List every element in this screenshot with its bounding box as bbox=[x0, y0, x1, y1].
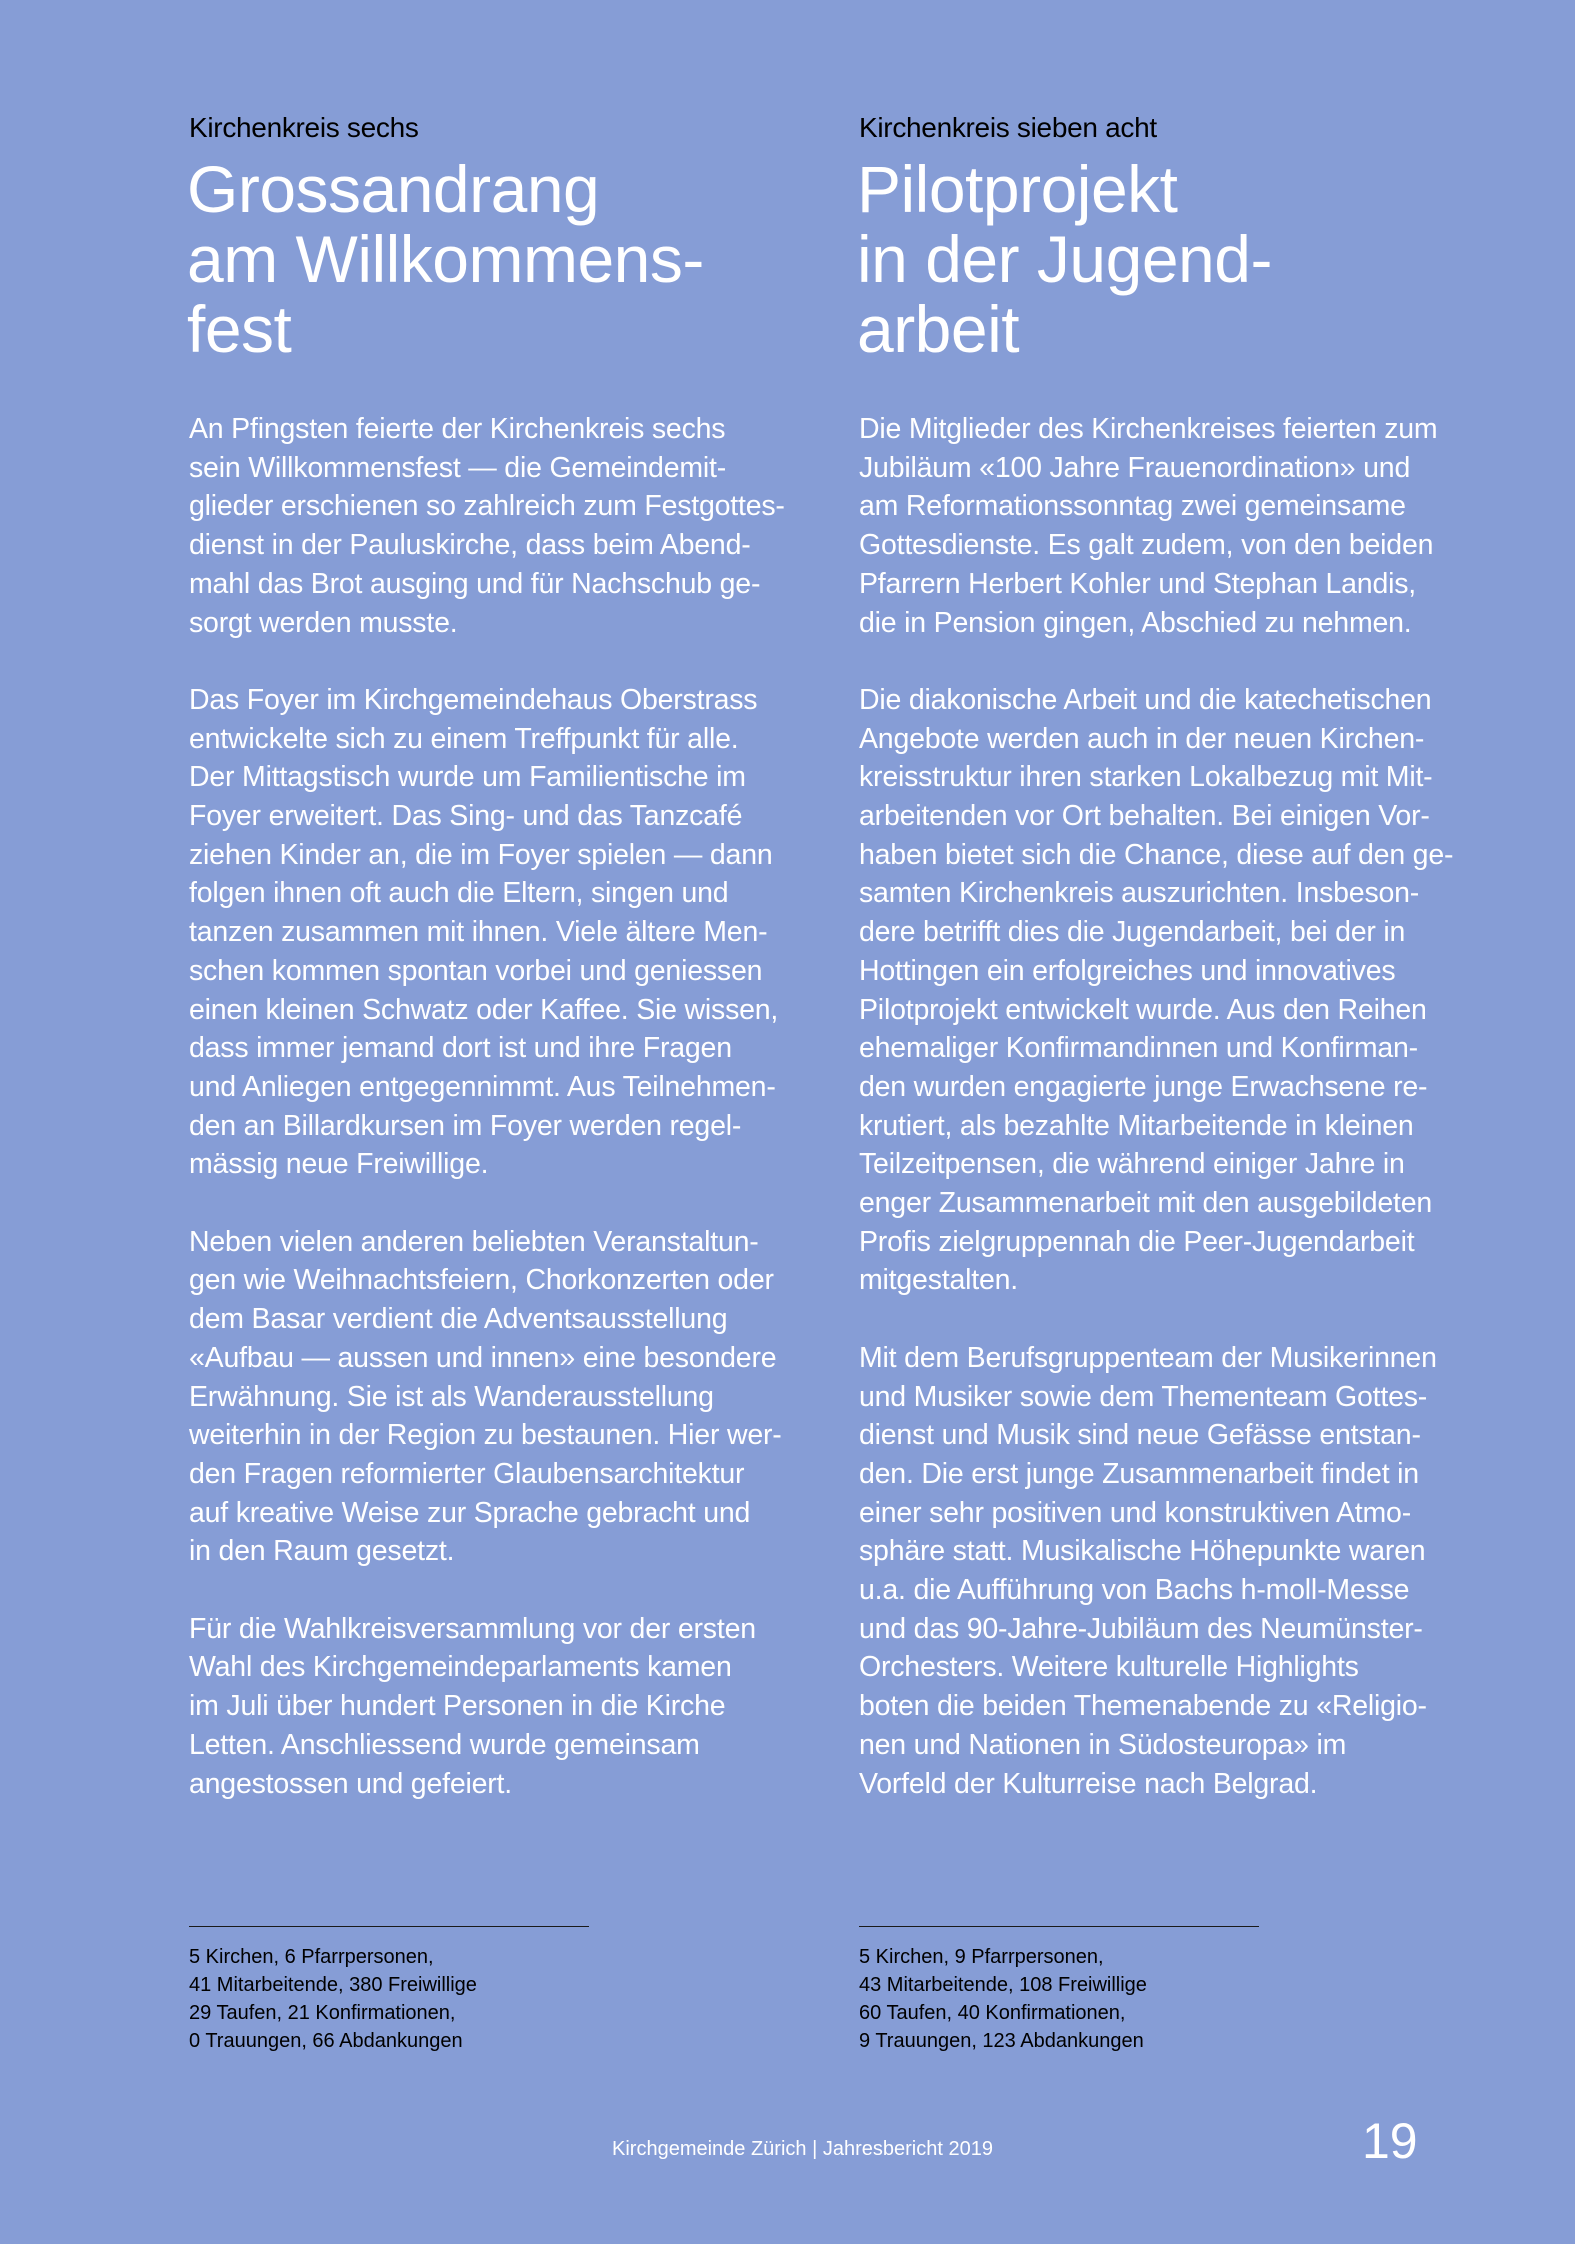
text-line: den an Billardkursen im Foyer werden regel- bbox=[189, 1109, 742, 1142]
text-line: im Juli über hundert Personen in die Kirche bbox=[189, 1690, 726, 1723]
headline-line: arbeit bbox=[857, 292, 1020, 366]
text-line: tanzen zusammen mit ihnen. Viele ältere Men- bbox=[189, 916, 768, 949]
text-line: Gottesdienste. Es galt zudem, von den beiden bbox=[859, 529, 1434, 562]
stats-box-right bbox=[859, 1926, 1259, 2055]
text-line: Für die Wahlkreisversammlung vor der ersten bbox=[189, 1612, 756, 1645]
text-line: Die diakonische Arbeit und die katechetischen bbox=[859, 683, 1432, 716]
text-line: sphäre statt. Musikalische Höhepunkte waren bbox=[859, 1535, 1426, 1568]
text-line: dem Basar verdient die Adventsausstellung bbox=[189, 1303, 728, 1336]
text-line: Neben vielen anderen beliebten Veranstaltun- bbox=[189, 1225, 759, 1258]
text-line: Profis zielgruppennah die Peer-Jugendarbeit bbox=[859, 1225, 1415, 1258]
text-line: und Musiker sowie dem Thementeam Gottes- bbox=[859, 1380, 1428, 1413]
text-line: in den Raum gesetzt. bbox=[189, 1535, 455, 1568]
text-line: Erwähnung. Sie ist als Wanderausstellung bbox=[189, 1380, 714, 1413]
footer-publication: Kirchgemeinde Zürich | Jahresbericht 2019 bbox=[612, 2138, 993, 2160]
text-line: Foyer erweitert. Das Sing- und das Tanzcafé bbox=[189, 800, 743, 833]
headline-line: am Willkommens- bbox=[187, 222, 704, 296]
text-line: und Anliegen entgegennimmt. Aus Teilnehmen- bbox=[189, 1070, 776, 1103]
article-kicker: Kirchenkreis sieben acht bbox=[859, 112, 1157, 143]
text-line: mässig neue Freiwillige. bbox=[189, 1148, 489, 1181]
text-line: angestossen und gefeiert. bbox=[189, 1767, 512, 1800]
text-line: ziehen Kinder an, die im Foyer spielen — dann bbox=[189, 838, 773, 871]
stats-box-left bbox=[189, 1926, 589, 2055]
paragraph bbox=[859, 681, 1499, 1300]
text-line: sorgt werden musste. bbox=[189, 606, 458, 639]
text-line: haben bietet sich die Chance, diese auf den ge- bbox=[859, 838, 1454, 871]
text-line: mitgestalten. bbox=[859, 1264, 1018, 1297]
divider-rule bbox=[859, 1926, 1259, 1927]
headline-line: Grossandrang bbox=[187, 152, 600, 226]
text-line: sein Willkommensfest — die Gemeindemit- bbox=[189, 451, 727, 484]
article-headline bbox=[857, 154, 1499, 364]
headline-line: Pilotprojekt bbox=[857, 152, 1178, 226]
text-line: den Fragen reformierter Glaubensarchitektur bbox=[189, 1457, 745, 1490]
text-line: dass immer jemand dort ist und ihre Fragen bbox=[189, 1032, 732, 1065]
text-line: Mit dem Berufsgruppenteam der Musikerinnen bbox=[859, 1341, 1437, 1374]
article-body bbox=[859, 410, 1499, 1803]
text-line: weiterhin in der Region zu bestaunen. Hier wer- bbox=[189, 1419, 782, 1452]
text-line: nen und Nationen in Südosteuropa» im bbox=[859, 1728, 1347, 1761]
stats-line: 60 Taufen, 40 Konfirmationen, bbox=[859, 2002, 1126, 2024]
text-line: und das 90-Jahre-Jubiläum des Neumünster- bbox=[859, 1612, 1423, 1645]
article-kirchenkreis-sechs bbox=[189, 110, 829, 1842]
headline-line: in der Jugend- bbox=[857, 222, 1272, 296]
text-line: gen wie Weihnachtsfeiern, Chorkonzerten oder bbox=[189, 1264, 774, 1297]
text-line: dienst in der Pauluskirche, dass beim Abend- bbox=[189, 529, 751, 562]
text-line: ehemaliger Konfirmandinnen und Konfirman- bbox=[859, 1032, 1418, 1065]
text-line: Die Mitglieder des Kirchenkreises feierten zum bbox=[859, 413, 1438, 445]
text-line: Jubiläum «100 Jahre Frauenordination» und bbox=[859, 451, 1411, 484]
text-line: samten Kirchenkreis auszurichten. Insbeson- bbox=[859, 877, 1420, 910]
text-line: Letten. Anschliessend wurde gemeinsam bbox=[189, 1728, 700, 1761]
article-body bbox=[189, 410, 829, 1803]
text-line: einer sehr positiven und konstruktiven Atmo- bbox=[859, 1496, 1411, 1529]
text-line: dienst und Musik sind neue Gefässe entstan- bbox=[859, 1419, 1421, 1452]
text-line: glieder erschienen so zahlreich zum Festgottes- bbox=[189, 490, 785, 523]
text-line: arbeitenden vor Ort behalten. Bei einigen Vor- bbox=[859, 800, 1430, 833]
paragraph bbox=[859, 410, 1499, 642]
text-line: mahl das Brot ausging und für Nachschub ge- bbox=[189, 567, 761, 600]
headline-line: fest bbox=[187, 292, 292, 366]
divider-rule bbox=[189, 1926, 589, 1927]
stats-line: 0 Trauungen, 66 Abdankungen bbox=[189, 2030, 463, 2052]
article-headline bbox=[187, 154, 829, 364]
text-line: entwickelte sich zu einem Treffpunkt für alle. bbox=[189, 722, 739, 755]
paragraph bbox=[189, 410, 829, 642]
stats-line: 5 Kirchen, 6 Pfarrpersonen, bbox=[189, 1946, 434, 1968]
text-line: enger Zusammenarbeit mit den ausgebildeten bbox=[859, 1187, 1433, 1220]
text-line: die in Pension gingen, Abschied zu nehmen. bbox=[859, 606, 1412, 639]
paragraph bbox=[859, 1339, 1499, 1803]
text-line: Vorfeld der Kulturreise nach Belgrad. bbox=[859, 1767, 1318, 1800]
text-line: Hottingen ein erfolgreiches und innovatives bbox=[859, 954, 1396, 987]
text-line: Das Foyer im Kirchgemeindehaus Oberstrass bbox=[189, 683, 758, 716]
text-line: Teilzeitpensen, die während einiger Jahre in bbox=[859, 1148, 1405, 1181]
text-line: Pfarrern Herbert Kohler und Stephan Landis, bbox=[859, 567, 1416, 600]
stats-line: 9 Trauungen, 123 Abdankungen bbox=[859, 2030, 1144, 2052]
text-line: An Pfingsten feierte der Kirchenkreis sechs bbox=[189, 413, 726, 445]
text-line: folgen ihnen oft auch die Eltern, singen und bbox=[189, 877, 729, 910]
text-line: Wahl des Kirchgemeindeparlaments kamen bbox=[189, 1651, 732, 1684]
text-line: den. Die erst junge Zusammenarbeit findet in bbox=[859, 1457, 1419, 1490]
text-line: Angebote werden auch in der neuen Kirchen- bbox=[859, 722, 1425, 755]
stats-line: 29 Taufen, 21 Konfirmationen, bbox=[189, 2002, 456, 2024]
article-kirchenkreis-sieben-acht bbox=[859, 110, 1499, 1842]
paragraph bbox=[189, 681, 829, 1184]
text-line: boten die beiden Themenabende zu «Religio- bbox=[859, 1690, 1427, 1723]
text-line: krutiert, als bezahlte Mitarbeitende in kleinen bbox=[859, 1109, 1414, 1142]
text-line: einen kleinen Schwatz oder Kaffee. Sie wissen, bbox=[189, 993, 779, 1026]
stats-line: 5 Kirchen, 9 Pfarrpersonen, bbox=[859, 1946, 1104, 1968]
text-line: Orchesters. Weitere kulturelle Highlights bbox=[859, 1651, 1359, 1684]
stats-line: 41 Mitarbeitende, 380 Freiwillige bbox=[189, 1974, 477, 1996]
text-line: auf kreative Weise zur Sprache gebracht und bbox=[189, 1496, 751, 1529]
stats-line: 43 Mitarbeitende, 108 Freiwillige bbox=[859, 1974, 1147, 1996]
article-kicker: Kirchenkreis sechs bbox=[189, 112, 419, 143]
paragraph bbox=[189, 1610, 829, 1804]
text-line: den wurden engagierte junge Erwachsene re- bbox=[859, 1070, 1428, 1103]
page-number: 19 bbox=[1362, 2113, 1418, 2169]
text-line: «Aufbau — aussen und innen» eine besondere bbox=[189, 1341, 777, 1374]
paragraph bbox=[189, 1223, 829, 1571]
text-line: Der Mittagstisch wurde um Familientische im bbox=[189, 761, 746, 794]
text-line: Pilotprojekt entwickelt wurde. Aus den Reihen bbox=[859, 993, 1427, 1026]
text-line: kreisstruktur ihren starken Lokalbezug mit Mit- bbox=[859, 761, 1433, 794]
text-line: am Reformationssonntag zwei gemeinsame bbox=[859, 490, 1406, 523]
text-line: u.a. die Aufführung von Bachs h-moll-Messe bbox=[859, 1574, 1410, 1607]
text-line: schen kommen spontan vorbei und geniessen bbox=[189, 954, 763, 987]
text-line: dere betrifft dies die Jugendarbeit, bei der in bbox=[859, 916, 1406, 949]
